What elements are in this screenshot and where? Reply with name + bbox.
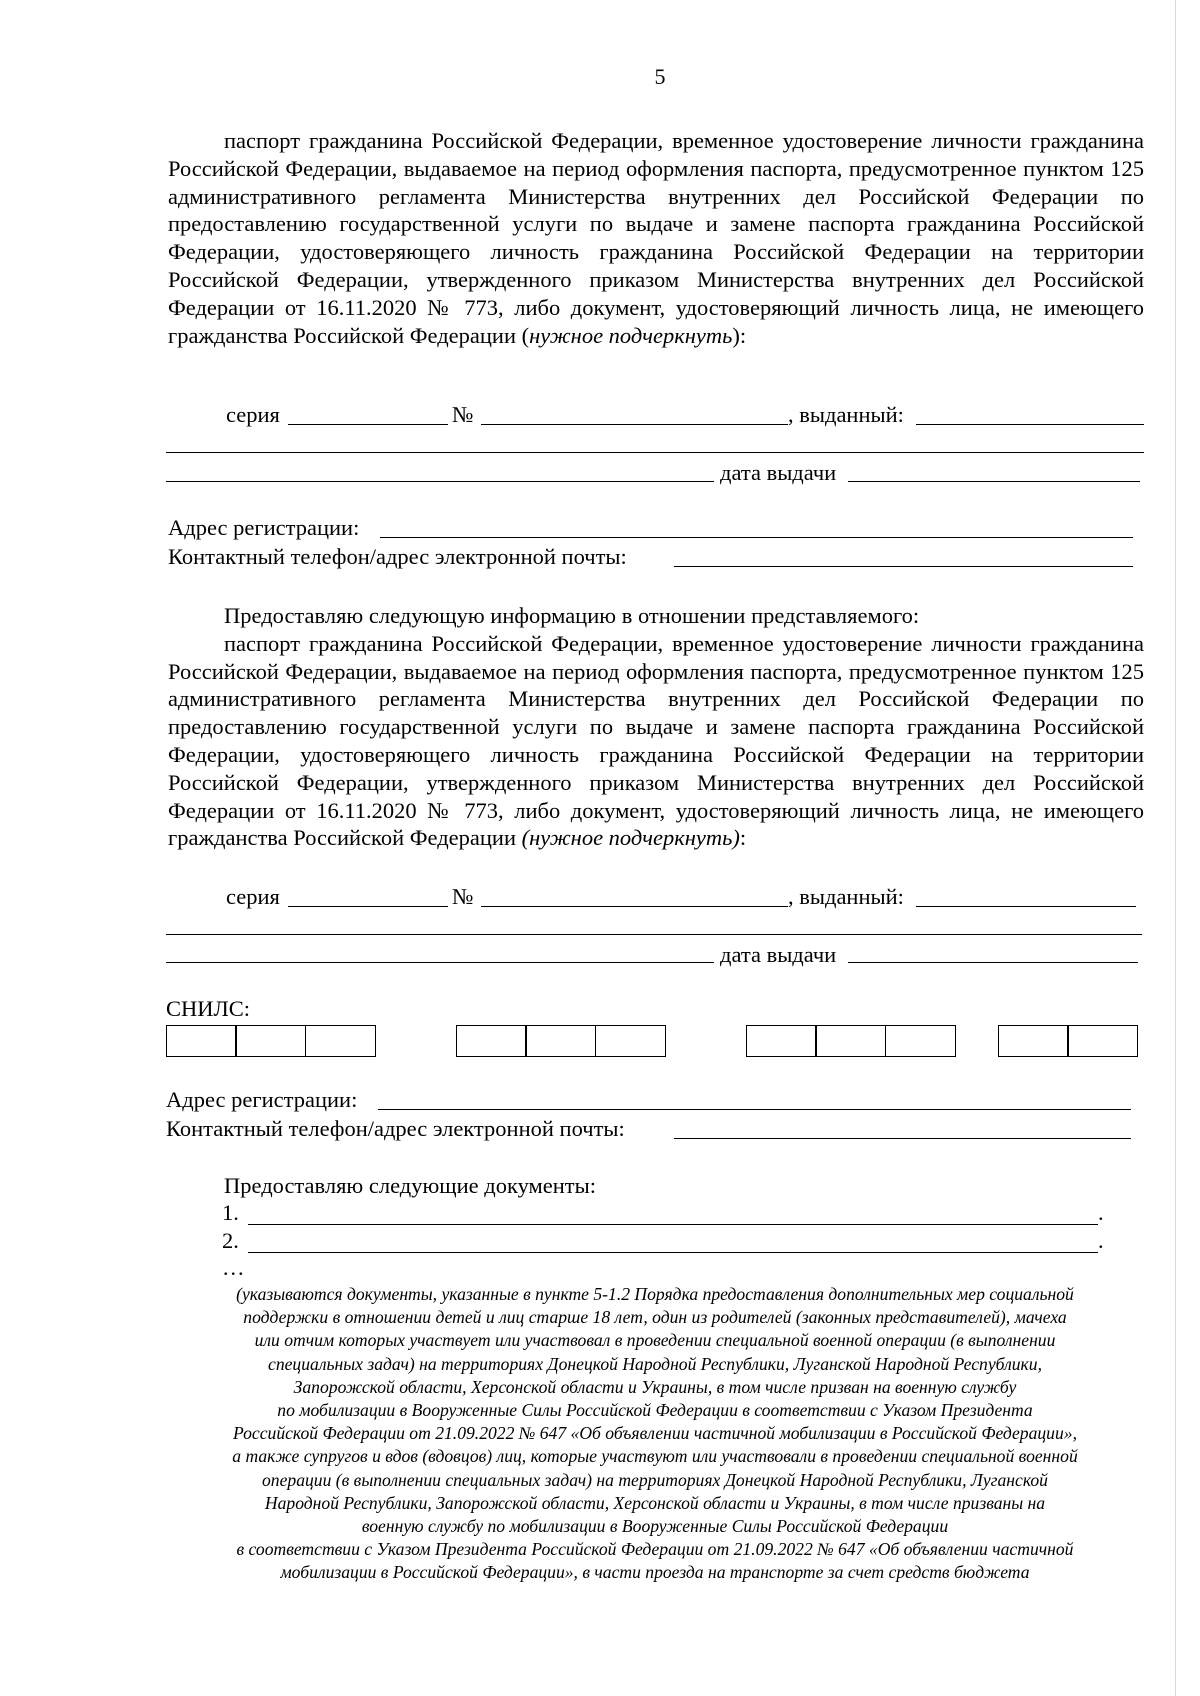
snils-cell[interactable]: [815, 1025, 886, 1057]
document-item-1-end: .: [1098, 1200, 1104, 1225]
snils-cell[interactable]: [525, 1025, 596, 1057]
issued-by-field-line2[interactable]: [166, 452, 1144, 453]
snils-group-1: [166, 1025, 376, 1057]
issued-label: , выданный:: [788, 402, 904, 427]
paragraph-text: паспорт гражданина Российской Федерации, временное удостоверение личности гражданина Российской Федерации, выдаваемое на период оформления паспорта, предусмотренное пунктом 125 административного регламента Министерства внутренних дел Российской Федерации по предоставлению государственной услуги по выдаче и замене паспорта гражданина Российской Федерации, удостоверяющего личность гражданина Российской Федерации на территории Российской Федерации, утвержденного приказом Министерства внутренних дел Российской Федерации от 16.11.2020 № 773, либо документ, удостоверяющий личность лица, не имеющего гражданства Российской Федерации: [168, 630, 1144, 851]
address-field[interactable]: [380, 537, 1133, 538]
snils-cell[interactable]: [746, 1025, 817, 1057]
footnote-line: Российской Федерации от 21.09.2022 № 647 «Об объявлении частичной мобилизации в Российской Федерации»,: [233, 1423, 1077, 1444]
snils-cell[interactable]: [166, 1025, 237, 1057]
address-field-2[interactable]: [378, 1109, 1131, 1110]
document-item-2-field[interactable]: [248, 1252, 1098, 1253]
snils-cell[interactable]: [1067, 1025, 1138, 1057]
issued-by-field[interactable]: [916, 424, 1144, 425]
issued-by-field-2-line2[interactable]: [166, 934, 1142, 935]
series-label-2: серия: [226, 884, 280, 909]
document-item-1-number: 1.: [222, 1200, 239, 1225]
snils-cell[interactable]: [456, 1025, 527, 1057]
footnote-line: мобилизации в Российской Федерации», в части проезда на транспорте за счет средств бюджета: [280, 1562, 1030, 1583]
italic-note: (нужное подчеркнуть): [521, 825, 740, 851]
series-field[interactable]: [288, 424, 448, 425]
issue-date-label: дата выдачи: [720, 460, 837, 485]
snils-cell[interactable]: [885, 1025, 956, 1057]
applicant-document-paragraph: [168, 127, 1144, 349]
documents-ellipsis: …: [222, 1255, 245, 1280]
footnote-line: (указываются документы, указанные в пункте 5-1.2 Порядка предоставления дополнительных мер социальной: [236, 1284, 1074, 1304]
issue-date-field-2[interactable]: [848, 962, 1138, 963]
footnote-line: Народной Республики, Запорожской области, Херсонской области и Украины, в том числе призваны на: [264, 1492, 1046, 1513]
section2-intro: Предоставляю следующую информацию в отношении представляемого:: [224, 603, 920, 628]
snils-group-2: [456, 1025, 666, 1057]
paragraph-tail: ):: [732, 322, 747, 348]
contact-label: Контактный телефон/адрес электронной почты:: [168, 544, 627, 569]
issue-date-field[interactable]: [848, 481, 1140, 482]
snils-cell[interactable]: [305, 1025, 376, 1057]
footnote-line: а также супругов и вдов (вдовцов) лиц, которые участвуют или участвовали в проведении специальной военной: [232, 1446, 1078, 1467]
contact-label-2: Контактный телефон/адрес электронной почты:: [166, 1116, 625, 1141]
snils-label: СНИЛС:: [166, 996, 251, 1021]
page-number: 5: [654, 64, 666, 89]
number-label: №: [452, 402, 474, 427]
issued-by-field-2[interactable]: [916, 906, 1136, 907]
footnote-line: по мобилизации в Вооруженные Силы Российской Федерации в соответствии с Указом Президента: [277, 1400, 1033, 1421]
issue-date-label-2: дата выдачи: [720, 942, 837, 967]
footnote-line: или отчим которых участвует или участвовал в проведении специальной военной операции (в выполнении: [254, 1330, 1056, 1351]
documents-intro: Предоставляю следующие документы:: [224, 1173, 596, 1198]
footnote-line: в соответствии с Указом Президента Российской Федерации от 21.09.2022 № 647 «Об объявлении частичной: [236, 1539, 1074, 1560]
snils-cell[interactable]: [595, 1025, 666, 1057]
scan-edge: [1175, 0, 1176, 1696]
footnote-line: специальных задач) на территориях Донецкой Народной Республики, Луганской Народной Республики,: [268, 1353, 1042, 1374]
footnote-line: Запорожской области, Херсонской области и Украины, в том числе призван на военную службу: [293, 1376, 1017, 1397]
number-field-2[interactable]: [481, 906, 788, 907]
series-field-2[interactable]: [288, 906, 448, 907]
representee-document-paragraph: [168, 602, 1144, 852]
document-item-2-number: 2.: [222, 1228, 239, 1253]
number-label-2: №: [452, 884, 474, 909]
contact-field[interactable]: [674, 566, 1133, 567]
paragraph-tail: :: [739, 825, 747, 851]
address-label: Адрес регистрации:: [168, 515, 360, 540]
footnote-line: поддержки в отношении детей и лиц старше 18 лет, один из родителей (законных представителей), мачеха: [243, 1307, 1067, 1328]
snils-cell[interactable]: [998, 1025, 1069, 1057]
issued-label-2: , выданный:: [788, 884, 904, 909]
issued-by-field-line3[interactable]: [166, 481, 714, 482]
footnote-line: военную службу по мобилизации в Вооруженные Силы Российской Федерации: [361, 1516, 949, 1537]
issued-by-field-2-line3[interactable]: [166, 962, 714, 963]
number-field[interactable]: [481, 424, 788, 425]
document-item-1-field[interactable]: [248, 1224, 1098, 1225]
series-label: серия: [226, 402, 280, 427]
address-label-2: Адрес регистрации:: [166, 1087, 358, 1112]
contact-field-2[interactable]: [674, 1138, 1131, 1139]
footnote-line: операции (в выполнении специальных задач) на территориях Донецкой Народной Республики, Луганской: [262, 1469, 1048, 1490]
snils-group-4: [998, 1025, 1138, 1057]
paragraph-text: паспорт гражданина Российской Федерации, временное удостоверение личности гражданина Российской Федерации, выдаваемое на период оформления паспорта, предусмотренное пунктом 125 административного регламента Министерства внутренних дел Российской Федерации по предоставлению государственной услуги по выдаче и замене паспорта гражданина Российской Федерации, удостоверяющего личность гражданина Российской Федерации на территории Российской Федерации, утвержденного приказом Министерства внутренних дел Российской Федерации от 16.11.2020 № 773, либо документ, удостоверяющий личность лица, не имеющего гражданства Российской Федерации (: [168, 128, 1144, 348]
italic-note: нужное подчеркнуть: [529, 322, 733, 348]
document-item-2-end: .: [1098, 1228, 1104, 1253]
footnote: [166, 1283, 1144, 1585]
snils-cell[interactable]: [235, 1025, 306, 1057]
snils-group-3: [746, 1025, 956, 1057]
